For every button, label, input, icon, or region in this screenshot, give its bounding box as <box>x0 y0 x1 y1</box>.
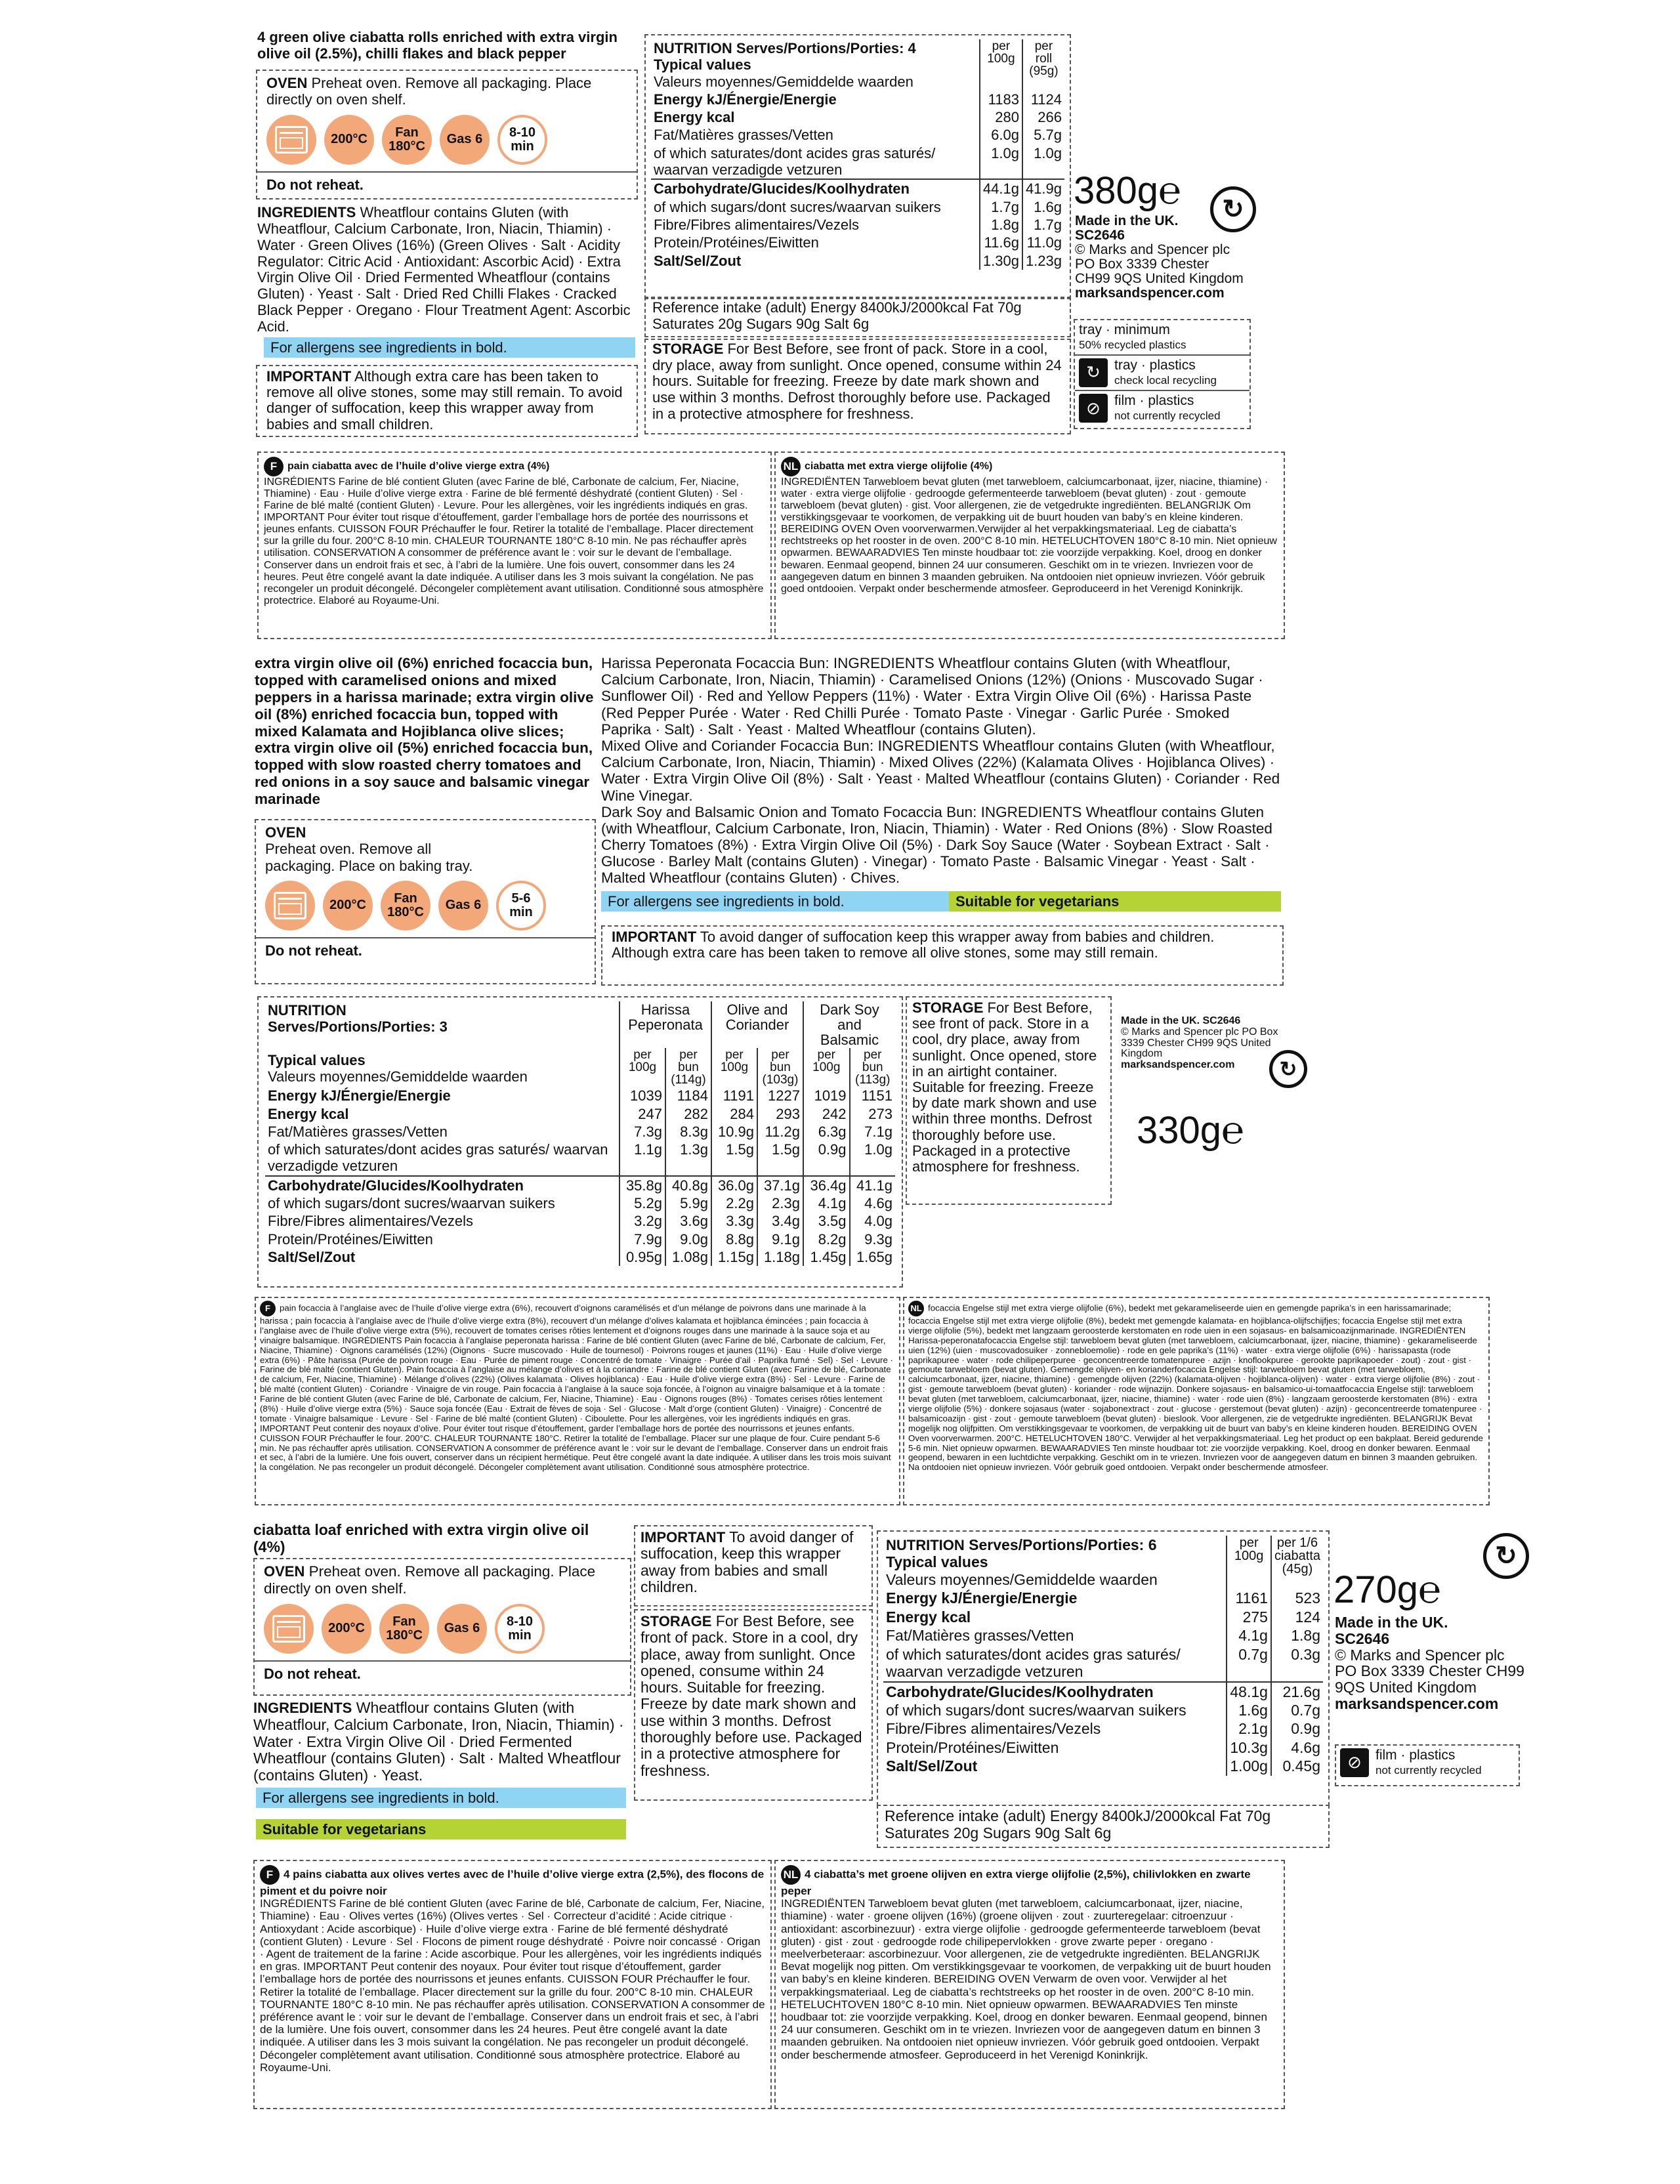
gas-icon: Gas 6 <box>437 1604 487 1654</box>
timer-icon: 5-6 min <box>496 881 546 931</box>
gas-icon: Gas 6 <box>440 115 490 165</box>
p1-ing-label: INGREDIENTS <box>257 204 356 220</box>
p2-important-box <box>601 925 1284 986</box>
nutrient-value: 41.9g <box>1022 179 1064 198</box>
nutrient-value: 4.1g <box>1227 1626 1271 1645</box>
fr-flag-icon: F <box>264 457 284 476</box>
p1-typical-sub: Valeurs moyennes/Gemiddelde waarden <box>654 73 914 90</box>
nl-flag-icon: NL <box>781 457 801 476</box>
nutrient-name: Fibre/Fibres alimentaires/Vezels <box>886 1720 1101 1738</box>
p3-stor-label: STORAGE <box>640 1613 712 1629</box>
nutrient-value: 4.6g <box>850 1194 895 1212</box>
nutrient-value: 10.3g <box>1227 1738 1271 1757</box>
p2-fr-text: pain focaccia à l’anglaise avec de l’huile d’olive vierge extra (6%), recouvert d’oignons caramélisés et d’un mélange de poivrons dans une marinade à la harissa ; pain focaccia à l’anglaise avec de l’huile d’olive vierge extra (8%), recouvert d’un mélange d’olives kalamata et hojiblanca émincées ; pain focaccia à l’anglaise avec de l’huile d’olive vierge extra (5%), recouvert de tomates cerises rôties lentement et d’oignons rouges dans une marinade à la sauce soja et au vinaigre balsamique. INGRÉDIENTS Pain focaccia à l’anglaise peperonata harissa : Farine de blé contient Gluten (avec Farine de blé, Carbonate de calcium, Fer, Niacine, Thiamine) · Oignons caramélisés (12%) (Oignons · Sucre muscovado · Huile de tournesol) · Poivrons rouges et jaunes (11%) · Eau · Huile d’olive vierge extra (6%) · Pâte harissa (Purée de poivron rouge · Eau · Purée de piment rouge · Concentré de tomate · Vinaigre · Purée d’ail · Paprika fumé · Sel) · Sel · Levure · Farine de blé malté (contient Gluten). Pain focaccia à l’anglaise au mélange d’olives et à la coriandre : Farine de blé contient Gluten (avec Farine de blé, Carbonate de calcium, Fer, Niacine, Thiamine) · Mélange d’olives (22%) (Olives kalamata · Olives hojiblanca) · Eau · Huile d’olive vierge extra (8%) · Sel · Levure · Farine de blé malté (contient Gluten) · Coriandre · Vinaigre de vin rouge. Pain focaccia à l’anglaise à la sauce soja foncée, à l’oignon au vinaigre balsamique et à la tomate : Farine de blé contient Gluten (avec Farine de blé, Carbonate de calcium, Fer, Niacine, Thiamine) · Eau · Oignons rouges (8%) · Tomates cerises rôties lentement (8%) · Huile d’olive vierge extra (5%) · Sauce soja foncée (Eau · Extrait de fèves de soja · Sel · Glucose · Malt d’orge (contient Gluten) · Vinaigre) · Concentré de tomate · Vinaigre balsamique · Levure · Sel · Farine de blé malté (contient Gluten) · Ciboulette. Pour les allergènes, voir les ingrédients indiqués en gras. IMPORTANT Peut contenir des noyaux d’olive. Pour éviter tout risque d’étouffement, garder l’emballage hors de portée des nourrissons et jeunes enfants. CUISSON FOUR Préchauffer le four. 200°C. CHALEUR TOURNANTE 180°C. Retirer la totalité de l’emballage. Placer sur une plaque de four. Cuire pendant 5-6 min. Ne pas réchauffer après utilisation. CONSERVATION A consommer de préférence avant le : voir sur le devant de l’emballage. Conserver dans un endroit frais et sec, à l’abri de la lumière. Une fois ouvert, conserver dans un récipient hermétique. Peut être congelé avant la date indiquée. A utiliser dans les trois mois suivant la congélation. Ne pas recongeler un produit décongelé. Décongeler complètement avant utilisation. Conditionné sous atmosphère protectrice. <box>260 1303 893 1473</box>
nutrient-name: of which sugars/dont sucres/waarvan suikers <box>268 1195 555 1212</box>
nutrient-value: 1.0g <box>1022 144 1064 180</box>
nutrient-value: 1.23g <box>1022 252 1064 270</box>
p3-fr-box <box>253 1860 772 2109</box>
nl-flag-icon: NL <box>781 1865 801 1885</box>
p2-nut-serves: Serves/Portions/Porties: 3 <box>268 1018 448 1036</box>
p3-ing-text: Wheatflour contains Gluten (with Wheatflour, Calcium Carbonate, Iron, Niacin, Thiamin) · Water · Extra Virgin Olive Oil · Dried Fermented Wheatflour (contains Gluten) · Salt · Malted Wheatflour (contains Gluten) · Yeast. <box>253 1699 624 1784</box>
nutrient-value: 273 <box>850 1105 895 1123</box>
nutrient-value: 1.6g <box>1022 198 1064 216</box>
nutrient-value: 8.2g <box>803 1230 850 1248</box>
nutrition-row <box>265 1230 895 1248</box>
nutrient-value: 37.1g <box>757 1176 803 1194</box>
nutrient-name: of which sugars/dont sucres/waarvan suikers <box>886 1701 1186 1719</box>
nutrient-value: 1.7g <box>1022 216 1064 234</box>
p2-oven-box <box>255 819 596 984</box>
p1-ingredients <box>257 205 638 335</box>
fan-icon: Fan 180°C <box>381 881 430 931</box>
nutrient-value: 3.4g <box>757 1212 803 1230</box>
nutrient-name: Salt/Sel/Zout <box>654 252 742 269</box>
p3-imp-text: To avoid danger of suffocation, keep this wrapper away from babies and small children. <box>640 1528 854 1595</box>
p2-imp-label: IMPORTANT <box>612 929 697 945</box>
p1-sc: SC2646 <box>1075 228 1125 243</box>
nutrient-name: Fat/Matières grasses/Vetten <box>654 127 833 144</box>
nutrient-name: Energy kJ/Énergie/Energie <box>654 91 837 108</box>
nutrient-value: 0.9g <box>1271 1719 1323 1738</box>
p2-sc: SC2646 <box>1202 1015 1241 1026</box>
p3-title: ciabatta loaf enriched with extra virgin olive oil (4%) <box>253 1521 589 1556</box>
oven-icon <box>265 881 315 931</box>
p1-imp-label: IMPORTANT <box>266 368 352 385</box>
nutrient-name: Fibre/Fibres alimentaires/Vezels <box>654 216 860 233</box>
nutrient-name: Fat/Matières grasses/Vetten <box>886 1627 1074 1645</box>
nutrient-value: 9.0g <box>665 1230 711 1248</box>
nutrient-name: Energy kcal <box>268 1105 349 1122</box>
p1-pack3: ⊘ film · plastics not currently recycled <box>1079 394 1246 423</box>
nutrient-value: 6.0g <box>980 126 1022 144</box>
nutrient-value: 48.1g <box>1227 1682 1271 1701</box>
p2-weight: 330g℮ <box>1137 1109 1244 1152</box>
p3-made: Made in the UK. <box>1335 1614 1448 1631</box>
p1-stor-text: For Best Before, see front of pack. Store in a cool, dry place, away from sunlight. Once opened, consume within 24 hours. Suitable for freezing. Freeze by date mark shown and use within 3 months. Defrost thoroughly before use. Packaged in a protective atmosphere for freshness. <box>652 341 1062 422</box>
p2-subhead: per 100g <box>620 1048 665 1087</box>
p3-veg-note: Suitable for vegetarians <box>256 1819 626 1839</box>
p3-nl-title: 4 ciabatta’s met groene olijven en extra vierge olijfolie (2,5%), chilivlokken en zwarte peper <box>781 1868 1251 1897</box>
p3-col2: per 1/6 ciabatta (45g) <box>1271 1536 1323 1589</box>
check-recycle-icon: ↻ <box>1079 358 1108 387</box>
p1-nut-label: NUTRITION <box>654 40 732 56</box>
nutrient-value: 5.9g <box>665 1194 711 1212</box>
nutrition-row <box>883 1757 1323 1775</box>
nutrient-name: Carbohydrate/Glucides/Koolhydraten <box>265 1176 620 1194</box>
nutrient-value: 1191 <box>711 1087 757 1104</box>
p3-oven-icons <box>264 1604 621 1654</box>
nutrient-value: 10.9g <box>711 1123 757 1141</box>
nutrient-value: 266 <box>1022 108 1064 126</box>
recycle-icon: ↻ <box>1483 1533 1529 1579</box>
p2-allergen-note: For allergens see ingredients in bold. <box>601 891 949 912</box>
p3-ref-intake: Reference intake (adult) Energy 8400kJ/2000kcal Fat 70g Saturates 20g Sugars 90g Salt 6g <box>877 1805 1330 1848</box>
nutrient-value: 9.3g <box>850 1230 895 1248</box>
nutrient-value: 1.1g <box>620 1141 665 1176</box>
nutrient-value: 1039 <box>620 1087 665 1104</box>
nutrient-value: 1.8g <box>1271 1626 1323 1645</box>
nutrient-name: Protein/Protéines/Eiwitten <box>268 1230 433 1248</box>
temp-icon: 200°C <box>322 1604 371 1654</box>
nutrient-name: Protein/Protéines/Eiwitten <box>654 234 819 251</box>
p2-subhead: per bun (114g) <box>665 1048 711 1087</box>
nutrient-name: Energy kJ/Énergie/Energie <box>268 1087 451 1104</box>
p1-nut-serves: Serves/Portions/Porties: 4 <box>736 40 916 56</box>
nutrition-row <box>265 1141 895 1176</box>
nutrition-row <box>883 1608 1323 1626</box>
p1-nl-text: INGREDIËNTEN Tarwebloem bevat gluten (met tarwebloem, calciumcarbonaat, ijzer, niacine, thiamine) · water · extra vierge olijfolie · gedroogde gefermenteerde tarwebloem (bevat gluten) · zout · gemoute tarwebloem (bevat gluten) · gist. Voor allergenen, zie de vetgedrukte ingrediënten. BELANGRIJK Om verstikkingsgevaar te voorkomen, de verpakking uit de buurt houden van baby’s en kleine kinderen. BEREIDING OVEN Oven voorverwarmen.Verwijder al het verpakkingsmateriaal. Leg de ciabatta’s rechtstreeks op het rooster in de oven. 200°C 8-10 min. HETELUCHTOVEN 180°C 8-10 min. Niet opnieuw opwarmen. BEWAARADVIES Ten minste houdbaar tot: zie voorzijde verpakking. Koel, droog en donker bewaren. Eenmaal geopend, binnen 24 uur consumeren. Geschikt om in te vriezen. Invriezen voor de aangegeven datum en binnen 3 maanden gebruiken. Na ontdooien niet opnieuw invriezen. Vóór gebruik goed ontdooien. Verpakt onder beschermende atmosfeer. Geproduceerd in het Verenigd Koninkrijk. <box>781 476 1277 595</box>
p2-web: marksandspencer.com <box>1121 1059 1235 1071</box>
p3-weight: 270g℮ <box>1334 1568 1441 1611</box>
p2-subhead: per 100g <box>711 1048 757 1087</box>
nutrition-row <box>883 1589 1323 1607</box>
nutrient-value: 0.95g <box>620 1248 665 1266</box>
nutrient-value: 280 <box>980 108 1022 126</box>
nutrient-value: 36.0g <box>711 1176 757 1194</box>
p1-important-box <box>256 365 638 437</box>
p2-fr-box <box>255 1297 900 1505</box>
nutrition-row <box>651 108 1064 126</box>
p1-imp-text: Although extra care has been taken to remove all olive stones, some may still remain. To avoid danger of suffocation, keep this wrapper away from babies and small children. <box>266 368 623 432</box>
nutrition-row <box>651 91 1064 108</box>
nutrient-value: 2.3g <box>757 1194 803 1212</box>
nutrition-row <box>883 1626 1323 1645</box>
nutrition-row <box>883 1682 1323 1701</box>
p2-ing2: Mixed Olive and Coriander Focaccia Bun: INGREDIENTS Wheatflour contains Gluten (with Wheatflour, Calcium Carbonate, Iron, Niacin, Thiamin) · Mixed Olives (22%) (Kalamata Olives · Hojiblanca Olives) · Water · Extra Virgin Olive Oil (8%) · Salt · Yeast · Malted Wheatflour (contains Gluten) · Coriander · Red Wine Vinegar. <box>601 737 1280 804</box>
nutrient-value: 5.7g <box>1022 126 1064 144</box>
p3-ing-label: INGREDIENTS <box>253 1700 352 1716</box>
nutrition-row <box>651 234 1064 251</box>
nutrition-row <box>265 1176 895 1194</box>
p1-fr-text: INGRÉDIENTS Farine de blé contient Gluten (avec Farine de blé, Carbonate de calcium, Fer, Niacine, Thiamine) · Eau · Huile d’olive vierge extra · Farine de blé fermenté déshydraté (contient Gluten) · Sel · Farine de blé malté (contient Gluten) · Levure. Pour les allergènes, voir les ingrédients indiqués en gras. IMPORTANT Pour éviter tout risque d’étouffement, garder l’emballage hors de portée des nourrissons et jeunes enfants. CUISSON FOUR Préchauffer le four. Retirer la totalité de l’emballage. Placer directement sur la grille du four. 200°C 8-10 min. CHALEUR TOURNANTE 180°C 8-10 min. Ne pas réchauffer après utilisation. CONSERVATION A consommer de préférence avant le : voir sur le devant de l’emballage. Conserver dans un endroit frais et sec, à l’abri de la lumière. Une fois ouvert, consommer dans les 24 heures. Peut être congelé avant la date indiquée. A utiliser dans les 3 mois suivant la congélation. Ne pas recongeler un produit décongelé. Décongeler complètement avant utilisation. Conditionné sous atmosphère protectrice. Elaboré au Royaume-Uni. <box>264 476 764 606</box>
nutrition-row <box>651 216 1064 234</box>
nutrient-value: 6.3g <box>803 1123 850 1141</box>
nutrient-value: 3.6g <box>665 1212 711 1230</box>
nutrient-value: 0.9g <box>803 1141 850 1176</box>
nutrition-row <box>265 1087 895 1104</box>
nutrient-value: 7.1g <box>850 1123 895 1141</box>
p3-nut-label: NUTRITION <box>886 1537 965 1553</box>
p2-noreheat: Do not reheat. <box>265 942 362 959</box>
p1-pack2: ↻ tray · plastics check local recycling <box>1079 358 1246 387</box>
p2-subhead: per 100g <box>803 1048 850 1087</box>
nutrient-value: 3.3g <box>711 1212 757 1230</box>
p3-nl-text: INGREDIËNTEN Tarwebloem bevat gluten (met tarwebloem, calciumcarbonaat, ijzer, niacine, thiamine) · water · groene olijven (16%) (groene olijven · zout · zuurteregelaar: citroenzuur · antioxidant: ascorbinezuur) · extra vierge olijfolie · gedroogde gefermenteerde tarwebloem (bevat gluten) · gist · zout · gedroogde rode chilipepervlokken · grove zwarte peper · oregano · meelverbeteraar: ascorbinezuur. Voor allergenen, zie de vetgedrukte ingrediënten. BELANGRIJK Bevat mogelijk nog pitten. Om verstikkingsgevaar te voorkomen, de verpakking uit de buurt houden van baby’s en kleine kinderen. BEREIDING OVEN Verwarm de oven voor. Verwijder al het verpakkingsmateriaal. Leg de ciabatta’s rechtstreeks op het rooster in de oven. 200°C 8-10 min. HETELUCHTOVEN 180°C 8-10 min. Niet opnieuw opwarmen. BEWAARADVIES Ten minste houdbaar tot: zie voorzijde verpakking. Koel, droog en donker bewaren. Eenmaal geopend, binnen 24 uur consumeren. Geschikt om in te vriezen. Invriezen voor de aangegeven datum en binnen 3 maanden gebruiken. Na ontdooien niet opnieuw invriezen. Vóór gebruik goed ontdooien. Verpakt onder beschermende atmosfeer. Geproduceerd in het Verenigd Koninkrijk. <box>781 1897 1271 2061</box>
p2-oven-text: Preheat oven. Remove all packaging. Place on baking tray. <box>265 841 473 874</box>
p3-nut-serves: Serves/Portions/Porties: 6 <box>969 1536 1157 1553</box>
nutrient-value: 523 <box>1271 1589 1323 1607</box>
nutrient-name: of which sugars/dont sucres/waarvan suikers <box>654 198 941 215</box>
nutrient-value: 1.08g <box>665 1248 711 1266</box>
nutrient-value: 11.2g <box>757 1123 803 1141</box>
nutrition-row <box>651 198 1064 216</box>
oven-icon <box>266 115 316 165</box>
p3-noreheat: Do not reheat. <box>264 1665 361 1682</box>
p2-addr: © Marks and Spencer plc PO Box 3339 Chester CH99 9QS United Kingdom <box>1121 1026 1278 1060</box>
p3-address <box>1335 1614 1525 1712</box>
oven-icon <box>264 1604 314 1654</box>
p2-typical: Typical values <box>268 1051 366 1068</box>
nutrient-value: 1.45g <box>803 1248 850 1266</box>
nutrient-value: 4.6g <box>1271 1738 1323 1757</box>
p3-fr-title: 4 pains ciabatta aux olives vertes avec de l’huile d’olive vierge extra (2,5%), des flocons de piment et du poivre noir <box>260 1868 765 1897</box>
temp-icon: 200°C <box>323 881 373 931</box>
p1-oven-label: OVEN <box>266 75 308 91</box>
p2-made: Made in the UK. <box>1121 1015 1200 1026</box>
nutrient-name: Fibre/Fibres alimentaires/Vezels <box>268 1213 474 1230</box>
p2-oven-label: OVEN <box>265 824 306 841</box>
nutrient-name: Carbohydrate/Glucides/Koolhydraten <box>883 1682 1227 1701</box>
p3-sc: SC2646 <box>1335 1629 1390 1647</box>
nutrient-value: 1151 <box>850 1087 895 1104</box>
nutrient-value: 1.15g <box>711 1248 757 1266</box>
nutrient-value: 9.1g <box>757 1230 803 1248</box>
nutrient-name: Carbohydrate/Glucides/Koolhydraten <box>651 179 980 198</box>
nutrient-name: Protein/Protéines/Eiwitten <box>886 1738 1059 1756</box>
nutrient-value: 1.3g <box>665 1141 711 1176</box>
p2-ing1: Harissa Peperonata Focaccia Bun: INGREDIENTS Wheatflour contains Gluten (with Wheatflour, Calcium Carbonate, Iron, Niacin, Thiamin) · Caramelised Onions (12%) (Onions · Muscovado Sugar · Sunflower Oil) · Red and Yellow Peppers (11%) · Water · Extra Virgin Olive Oil (6%) · Harissa Paste (Red Pepper Purée · Water · Red Chilli Purée · Tomato Paste · Vinegar · Garlic Purée · Smoked Paprika · Salt) · Salt · Yeast · Malted Wheatflour (contains Gluten). <box>601 655 1263 738</box>
p3-pack-box <box>1335 1744 1520 1786</box>
nutrient-name: Energy kcal <box>886 1608 971 1626</box>
nutrient-name: of which saturates/dont acides gras saturés/ waarvan verzadigde vetzuren <box>654 144 936 178</box>
p2-head1: Harissa Peperonata <box>620 1001 711 1048</box>
nutrient-value: 1.65g <box>850 1248 895 1266</box>
p2-nut-label: NUTRITION <box>268 1002 346 1018</box>
nutrient-value: 35.8g <box>620 1176 665 1194</box>
nutrition-row <box>265 1105 895 1123</box>
p1-pack-box <box>1074 319 1251 429</box>
p1-oven-box <box>256 70 638 200</box>
p3-oven-text: Preheat oven. Remove all packaging. Place directly on oven shelf. <box>264 1563 596 1597</box>
p2-stor-text: For Best Before, see front of pack. Store in a cool, dry place, away from sunlight. Once opened, store in an airtight container. Suitable for freezing. Freeze by date mark shown and use within three months. Defrost thoroughly before use. Packaged in a protective atmosphere for freshness. <box>912 999 1097 1175</box>
nutrient-value: 41.1g <box>850 1176 895 1194</box>
nutrient-value: 1.7g <box>980 198 1022 216</box>
nutrient-value: 21.6g <box>1271 1682 1323 1701</box>
p1-fr-title: pain ciabatta avec de l’huile d’olive vierge extra (4%) <box>287 461 550 472</box>
temp-icon: 200°C <box>324 115 374 165</box>
not-recycled-icon: ⊘ <box>1079 394 1108 423</box>
p3-storage-box <box>634 1609 873 1801</box>
nutrient-value: 4.0g <box>850 1212 895 1230</box>
timer-icon: 8-10 min <box>495 1604 545 1654</box>
p1-made: Made in the UK. <box>1075 213 1179 228</box>
nutrient-value: 124 <box>1271 1608 1323 1626</box>
p1-allergen-note: For allergens see ingredients in bold. <box>264 337 635 358</box>
nutrient-value: 0.3g <box>1271 1645 1323 1682</box>
nutrition-row <box>651 252 1064 270</box>
p2-head3: Dark Soy and Balsamic <box>803 1001 895 1048</box>
p3-important-box <box>634 1525 873 1606</box>
nutrient-value: 2.2g <box>711 1194 757 1212</box>
nutrient-value: 1.5g <box>711 1141 757 1176</box>
p1-pack1: tray · minimum 50% recycled plastics <box>1079 322 1186 352</box>
p1-oven-text: Preheat oven. Remove all packaging. Place directly on oven shelf. <box>266 75 592 108</box>
nutrient-value: 1019 <box>803 1087 850 1104</box>
p1-stor-label: STORAGE <box>652 341 724 357</box>
nl-flag-icon: NL <box>908 1301 924 1316</box>
p1-ref-intake: Reference intake (adult) Energy 8400kJ/2000kcal Fat 70g Saturates 20g Sugars 90g Salt 6g <box>644 297 1071 337</box>
p3-imp-label: IMPORTANT <box>640 1529 726 1545</box>
nutrient-value: 1.00g <box>1227 1757 1271 1775</box>
p3-fr-text: INGRÉDIENTS Farine de blé contient Gluten (avec Farine de blé, Carbonate de calcium, Fer, Niacine, Thiamine) · Eau · Olives vertes (16%) (Olives vertes · Sel · Correcteur d’acidité : Acide citrique · Antioxydant : Acide ascorbique) · Huile d’olive vierge extra · Farine de blé fermenté déshydraté (contient Gluten) · Levure · Sel · Flocons de piment rouge déshydraté · Poivre noir concassé · Origan · Agent de traitement de la farine : Acide ascorbique. Pour les allergènes, voir les ingrédients indiqués en gras. IMPORTANT Peut contenir des noyaux. Pour éviter tout risque d’étouffement, garder l’emballage hors de portée des nourrissons et jeunes enfants. CUISSON FOUR Préchauffer le four. Retirer la totalité de l’emballage. Placer directement sur la grille du four. 200°C 8-10 min. CHALEUR TOURNANTE 180°C 8-10 min. Ne pas réchauffer après utilisation. CONSERVATION A consommer de préférence avant le : voir sur le devant de l’emballage. Conserver dans un endroit frais et sec, à l’abri de la lumière. Une fois ouvert, consommer dans les 24 heures. Peut être congelé avant la date indiquée. A utiliser dans les 3 mois suivant la congélation. Ne pas recongeler un produit décongelé. Décongeler complètement avant utilisation. Conditionné sous atmosphère protectrice. Elaboré au Royaume-Uni. <box>260 1897 765 2074</box>
p1-col1: per 100g <box>980 39 1022 91</box>
nutrient-value: 40.8g <box>665 1176 711 1194</box>
nutrient-value: 8.8g <box>711 1230 757 1248</box>
nutrient-value: 1.6g <box>1227 1701 1271 1719</box>
p3-ingredients <box>253 1700 631 1784</box>
fan-icon: Fan 180°C <box>382 115 432 165</box>
nutrient-value: 3.5g <box>803 1212 850 1230</box>
nutrient-value: 1184 <box>665 1087 711 1104</box>
p2-stor-label: STORAGE <box>912 999 984 1016</box>
nutrient-value: 1183 <box>980 91 1022 108</box>
nutrition-row <box>265 1123 895 1141</box>
p3-stor-text: For Best Before, see front of pack. Store in a cool, dry place, away from sunlight. Once opened, consume within 24 hours. Suitable for freezing. Freeze by date mark shown and use within 3 months. Defrost thoroughly before use. Packaged in a protective atmosphere for freshness. <box>640 1612 862 1779</box>
p1-ing-text: Wheatflour contains Gluten (with Wheatflour, Calcium Carbonate, Iron, Niacin, Thiamin) · Water · Green Olives (16%) (Green Olives · Salt · Acidity Regulator: Citric Acid · Antioxidant: Ascorbic Acid) · Extra Virgin Olive Oil · Dried Fermented Wheatflour (contains Gluten) · Yeast · Salt · Dried Red Chilli Flakes · Cracked Black Pepper · Oregano · Flour Treatment Agent: Ascorbic Acid. <box>257 204 631 335</box>
p3-nl-box <box>774 1860 1285 2109</box>
p2-veg-note: Suitable for vegetarians <box>949 891 1281 912</box>
p2-typical-sub: Valeurs moyennes/Gemiddelde waarden <box>268 1068 528 1085</box>
nutrient-name: Salt/Sel/Zout <box>886 1757 978 1775</box>
nutrition-row <box>265 1248 895 1266</box>
recycle-icon: ↻ <box>1269 1050 1307 1088</box>
nutrient-value: 282 <box>665 1105 711 1123</box>
nutrient-value: 3.2g <box>620 1212 665 1230</box>
nutrient-value: 2.1g <box>1227 1719 1271 1738</box>
nutrient-value: 1.8g <box>980 216 1022 234</box>
nutrient-value: 1.30g <box>980 252 1022 270</box>
fan-icon: Fan 180°C <box>379 1604 429 1654</box>
p2-title: extra virgin olive oil (6%) enriched focaccia bun, topped with caramelised onions and mixed peppers in a harissa marinade; extra virgin olive oil (8%) enriched focaccia bun, topped with mixed Kalamata and Hojiblanca olive slices; extra virgin olive oil (5%) enriched focaccia bun, topped with slow roasted cherry tomatoes and red onions in a soy sauce and balsamic vinegar marinade <box>255 655 594 807</box>
nutrition-row <box>883 1701 1323 1719</box>
nutrient-value: 4.1g <box>803 1194 850 1212</box>
p1-nutrition-box <box>644 34 1071 299</box>
nutrient-value: 1.0g <box>850 1141 895 1176</box>
nutrient-name: Fat/Matières grasses/Vetten <box>268 1123 448 1140</box>
nutrition-row <box>883 1645 1323 1682</box>
p1-oven-icons <box>266 115 627 165</box>
nutrient-value: 1.0g <box>980 144 1022 180</box>
nutrition-row <box>883 1719 1323 1738</box>
nutrient-value: 11.0g <box>1022 234 1064 251</box>
p3-typical: Typical values <box>886 1553 988 1571</box>
nutrient-value: 0.7g <box>1227 1645 1271 1682</box>
nutrient-value: 293 <box>757 1105 803 1123</box>
p3-nutrition-box <box>877 1530 1330 1806</box>
nutrient-value: 1124 <box>1022 91 1064 108</box>
p2-ing3: Dark Soy and Balsamic Onion and Tomato Focaccia Bun: INGREDIENTS Wheatflour contains Gluten (with Wheatflour, Calcium Carbonate, Iron, Niacin, Thiamin) · Water · Red Onions (8%) · Slow Roasted Cherry Tomatoes (8%) · Extra Virgin Olive Oil (5%) · Dark Soy Sauce (Water · Soybean Extract · Salt · Glucose · Barley Malt (contains Gluten) · Vinegar) · Tomato Paste · Balsamic Vinegar · Yeast · Salt · Malted Wheatflour (contains Gluten) · Chives. <box>601 803 1272 887</box>
p1-storage-box <box>644 339 1071 434</box>
nutrient-value: 1.18g <box>757 1248 803 1266</box>
p1-typical: Typical values <box>654 56 751 74</box>
p1-col2: per roll (95g) <box>1022 39 1064 91</box>
p1-noreheat: Do not reheat. <box>266 176 364 193</box>
timer-icon: 8-10 min <box>497 115 547 165</box>
nutrient-name: Energy kJ/Énergie/Energie <box>886 1589 1078 1607</box>
nutrition-row <box>651 126 1064 144</box>
p2-subhead: per bun (103g) <box>757 1048 803 1087</box>
p1-addr: © Marks and Spencer plc PO Box 3339 Chester CH99 9QS United Kingdom <box>1075 242 1244 287</box>
nutrition-row <box>265 1212 895 1230</box>
p2-imp-text2: Although extra care has been taken to remove all olive stones, some may still remain. <box>612 944 1158 961</box>
fr-flag-icon: F <box>260 1301 276 1316</box>
p1-nl-box <box>774 452 1285 639</box>
nutrition-row <box>265 1194 895 1212</box>
nutrient-value: 44.1g <box>980 179 1022 198</box>
p2-storage-box <box>906 996 1112 1205</box>
p1-address <box>1075 214 1246 301</box>
p3-allergen-note: For allergens see ingredients in bold. <box>256 1788 626 1808</box>
p3-pack: ⊘ film · plastics not currently recycled <box>1340 1748 1515 1777</box>
nutrient-name: of which saturates/dont acides gras saturés/ waarvan verzadigde vetzuren <box>886 1645 1181 1681</box>
p3-web: marksandspencer.com <box>1335 1695 1499 1713</box>
p3-col1: per 100g <box>1227 1536 1271 1589</box>
nutrition-row <box>651 179 1064 198</box>
p1-nl-title: ciabatta met extra vierge olijfolie (4%) <box>805 461 993 472</box>
p3-oven-label: OVEN <box>264 1563 305 1580</box>
nutrient-name: Salt/Sel/Zout <box>268 1248 356 1265</box>
nutrition-row <box>883 1738 1323 1757</box>
nutrient-value: 0.45g <box>1271 1757 1323 1775</box>
p1-fr-box <box>257 452 772 639</box>
p2-nl-text: focaccia Engelse stijl met extra vierge olijfolie (6%), bedekt met gekarameliseerde uien en gemengde paprika’s in een harissamarinade; focaccia Engelse stijl met extra vierge olijfolie (8%), bedekt met gemengde kalamata- en hojiblanca-olijfschijfjes; focaccia Engelse stijl met extra vierge olijfolie (5%), bedekt met langzaam geroosterde kerstomaten en rode uien in een sojasaus- en balsamicoazijnmarinade. INGREDIËNTEN Harissa-peperonatafocaccia Engelse stijl: tarwebloem bevat gluten (met tarwebloem, calciumcarbonaat, ijzer, niacine, thiamine) · gekarameliseerde uien (12%) (uien · muscovadosuiker · zonnebloemolie) · rode en gele paprika’s (11%) · water · extra vierge olijfolie (6%) · harissapasta (rode paprikapuree · water · rode chilipeperpuree · geconcentreerde tomatenpuree · azijn · knoflookpuree · gerookte paprikapoeder · zout) · zout · gist · gemoute tarwebloem (bevat gluten). Gemengde olijven- en korianderfocaccia Engelse stijl: tarwebloem bevat gluten (met tarwebloem, calciumcarbonaat, ijzer, niacine, thiamine) · gemengde olijven (22%) (kalamata-olijven · hojiblanca-olijven) · water · extra vierge olijfolie (8%) · zout · gist · gemoute tarwebloem (bevat gluten) · koriander · rode wijnazijn. Donkere sojasaus- en balsamico-ui-tomaatfocaccia Engelse stijl: tarwebloem bevat gluten (met tarwebloem, calciumcarbonaat, ijzer, niacine, thiamine) · water · rode uien (8%) · langzaam geroosterde kerstomaten (8%) · extra vierge olijfolie (5%) · donkere sojasaus (water · sojabonextract · zout · glucose · gerstemout (bevat gluten) · azijn) · geconcentreerde tomatenpuree · balsamicoazijn · gist · zout · gemoute tarwebloem (bevat gluten) · bieslook. Voor allergenen, zie de vetgedrukte ingrediënten. BELANGRIJK Bevat mogelijk nog olijfpitten. Om verstikkingsgevaar te voorkomen, de verpakking uit de buurt van baby’s en kleine kinderen houden. BEREIDING OVEN Oven voorverwarmen. 200°C. HETELUCHTOVEN 180°C. Verwijder al het verpakkingsmateriaal. Leg het product op een bakplaat. Bereid gedurende 5-6 min. Niet opnieuw opwarmen. BEWAARADVIES Ten minste houdbaar tot: zie voorzijde verpakking. Koel, droog en donker bewaren. Eenmaal geopend, bewaren in een luchtdichte verpakking. Geschikt om in te vriezen. Invriezen voor de aangegeven datum en binnen 3 maanden gebruiken. Na ontdooien niet opnieuw invriezen. Vóór gebruik goed ontdooien. Verpakt onder beschermende atmosfeer. <box>908 1303 1483 1473</box>
not-recycled-icon: ⊘ <box>1340 1748 1369 1777</box>
p1-title: 4 green olive ciabatta rolls enriched with extra virgin olive oil (2.5%), chilli flakes and black pepper <box>257 29 618 62</box>
nutrient-name: Energy kcal <box>654 109 735 126</box>
nutrient-value: 7.3g <box>620 1123 665 1141</box>
p2-head2: Olive and Coriander <box>711 1001 803 1048</box>
nutrient-value: 284 <box>711 1105 757 1123</box>
nutrient-value: 1227 <box>757 1087 803 1104</box>
nutrient-value: 11.6g <box>980 234 1022 251</box>
nutrient-value: 1161 <box>1227 1589 1271 1607</box>
nutrition-row <box>651 144 1064 180</box>
p2-subhead: per bun (113g) <box>850 1048 895 1087</box>
p2-oven-icons <box>265 881 585 931</box>
nutrient-value: 1.5g <box>757 1141 803 1176</box>
p2-nl-box <box>903 1297 1490 1505</box>
p2-nutrition-box <box>257 996 903 1288</box>
p3-oven-box <box>253 1558 631 1696</box>
p1-web: marksandspencer.com <box>1075 285 1225 301</box>
recycle-icon: ↻ <box>1210 186 1256 232</box>
nutrient-value: 242 <box>803 1105 850 1123</box>
p2-address <box>1121 1016 1278 1071</box>
p3-typical-sub: Valeurs moyennes/Gemiddelde waarden <box>886 1570 1158 1588</box>
p2-imp-text: To avoid danger of suffocation keep this wrapper away from babies and children. <box>700 929 1215 945</box>
nutrient-name: of which saturates/dont acides gras saturés/ waarvan verzadigde vetzuren <box>268 1141 608 1175</box>
nutrient-value: 5.2g <box>620 1194 665 1212</box>
p3-addr: © Marks and Spencer plc PO Box 3339 Chester CH99 9QS United Kingdom <box>1335 1646 1524 1696</box>
gas-icon: Gas 6 <box>438 881 488 931</box>
p2-ingredients <box>601 655 1284 887</box>
nutrient-value: 275 <box>1227 1608 1271 1626</box>
p1-weight: 380g℮ <box>1074 169 1181 212</box>
nutrient-value: 8.3g <box>665 1123 711 1141</box>
nutrient-value: 0.7g <box>1271 1701 1323 1719</box>
nutrient-value: 247 <box>620 1105 665 1123</box>
fr-flag-icon: F <box>260 1865 280 1885</box>
nutrient-value: 7.9g <box>620 1230 665 1248</box>
nutrient-value: 36.4g <box>803 1176 850 1194</box>
